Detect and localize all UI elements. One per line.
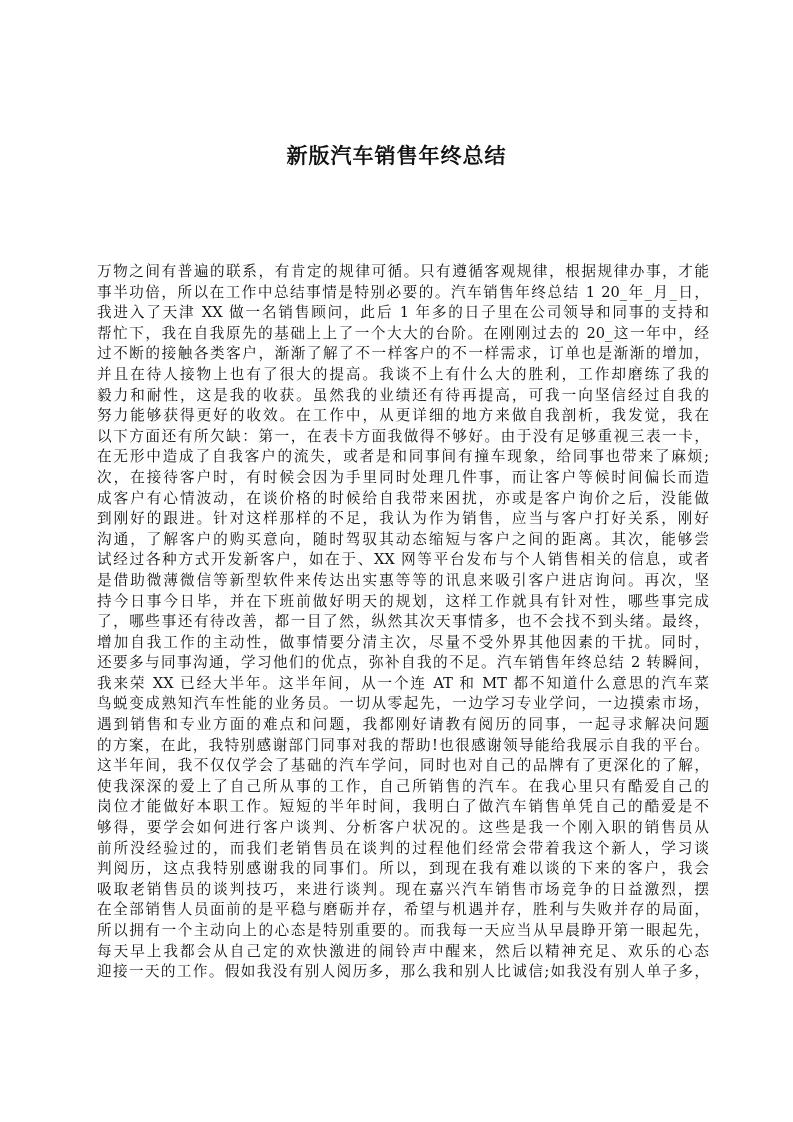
body-line: 我来荣 XX 已经大半年。这半年间，从一个连 AT 和 MT 都不知道什么意思的汽车菜: [97, 674, 709, 692]
body-line: 到刚好的跟进。针对这样那样的不足，我认为作为销售，应当与客户打好关系，刚好: [97, 510, 709, 528]
body-line: 使我深深的爱上了自己所从事的工作，自己所销售的汽车。在我心里只有酷爱自己的: [97, 777, 709, 795]
body-line: 试经过各种方式开发新客户，如在于、XX 网等平台发布与个人销售相关的信息，或者: [97, 551, 709, 569]
body-line: 努力能够获得更好的收效。在工作中，从更详细的地方来做自我剖析，我发觉，我在: [97, 407, 709, 425]
body-line: 迎接一天的工作。假如我没有别人阅历多，那么我和别人比诚信;如我没有别人单子多，: [97, 963, 709, 981]
body-line: 还要多与同事沟通，学习他们的优点，弥补自我的不足。汽车销售年终总结 2 转瞬间，: [97, 654, 709, 672]
body-line: 所以拥有一个主动向上的心态是特别重要的。而我每一天应当从早晨睁开第一眼起先，: [97, 922, 709, 939]
body-line: 遇到销售和专业方面的难点和问题，我都刚好请教有阅历的同事，一起寻求解决问题: [97, 716, 709, 734]
body-line: 的方案，在此，我特别感谢部门同事对我的帮助!也很感谢领导能给我展示自我的平台。: [97, 736, 709, 754]
body-line: 帮忙下，我在自我原先的基础上上了一个大大的台阶。在刚刚过去的 20_这一年中，经: [97, 324, 709, 342]
body-line: 是借助微薄微信等新型软件来传达出实惠等等的讯息来吸引客户进店询问。再次，坚: [97, 571, 709, 589]
body-line: 岗位才能做好本职工作。短短的半年时间，我明白了做汽车销售单凭自己的酷爱是不: [97, 798, 709, 816]
body-line: 沟通，了解客户的购买意向，随时驾驭其动态缩短与客户之间的距离。其次，能够尝: [97, 530, 709, 548]
body-line: 每天早上我都会从自己定的欢快激进的闹铃声中醒来，然后以精神充足、欢乐的心态: [97, 942, 709, 960]
body-line: 吸取老销售员的谈判技巧，来进行谈判。现在嘉兴汽车销售市场竞争的日益激烈，摆: [97, 880, 709, 898]
body-line: 成客户有心情波动，在谈价格的时候给自我带来困扰，亦或是客户询价之后，没能做: [97, 489, 709, 507]
body-line: 增加自我工作的主动性，做事情要分清主次，尽量不受外界其他因素的干扰。同时，: [97, 633, 709, 651]
body-line: 以下方面还有所欠缺：第一，在表卡方面我做得不够好。由于没有足够重视三表一卡，: [97, 427, 709, 445]
body-line: 我进入了天津 XX 做一名销售顾问，此后 1 年多的日子里在公司领导和同事的支持和: [97, 304, 709, 322]
body-line: 持今日事今日毕，并在下班前做好明天的规划，这样工作就具有针对性，哪些事完成: [97, 592, 709, 610]
body-line: 在无形中造成了自我客户的流失，或者是和同事间有撞车现象，给同事也带来了麻烦;: [97, 448, 709, 466]
body-line: 事半功倍，所以在工作中总结事情是特别必要的。汽车销售年终总结 1 20_年_月_日，: [97, 283, 709, 301]
body-line: 够得，要学会如何进行客户谈判、分析客户状况的。这些是我一个刚入职的销售员从: [97, 819, 709, 837]
body-line: 判阅历，这点我特别感谢我的同事们。所以，到现在我有难以谈的下来的客户，我会: [97, 860, 709, 878]
body-line: 次，在接待客户时，有时候会因为手里同时处理几件事，而让客户等候时间偏长而造: [97, 468, 709, 486]
body-line: 过不断的接触各类客户，渐渐了解了不一样客户的不一样需求，订单也是渐渐的增加，: [97, 345, 709, 363]
body-line: 万物之间有普遍的联系，有肯定的规律可循。只有遵循客观规律，根据规律办事，才能: [97, 263, 709, 280]
body-line: 毅力和耐性，这是我的收获。虽然我的业绩还有待再提高，可我一向坚信经过自我的: [97, 386, 709, 404]
document-body: [97, 262, 709, 983]
page-title: 新版汽车销售年终总结: [286, 144, 507, 168]
body-line: 了，哪些事还有待改善，都一目了然，纵然其次天事情多，也不会找不到头绪。最终，: [97, 613, 709, 631]
body-line: 并且在待人接物上也有了很大的提高。我谈不上有什么大的胜利，工作却磨练了我的: [97, 365, 709, 383]
body-line: 在全部销售人员面前的是平稳与磨砺并存，希望与机遇并存，胜利与失败并存的局面，: [97, 901, 709, 919]
body-line: 这半年间，我不仅仅学会了基础的汽车学问，同时也对自己的品牌有了更深化的了解，: [97, 757, 709, 775]
body-line: 前所没经验过的，而我们老销售员在谈判的过程他们经常会带着我这个新人，学习谈: [97, 839, 709, 857]
body-line: 鸟蜕变成熟知汽车性能的业务员。一切从零起先，一边学习专业学问，一边摸索市场，: [97, 695, 709, 713]
